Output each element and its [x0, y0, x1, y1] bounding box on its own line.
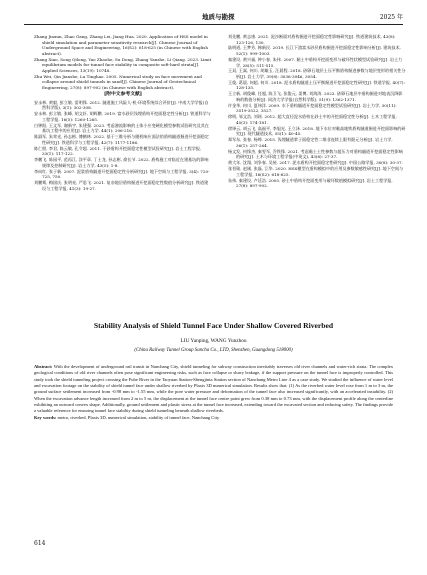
reference-entry: 秦建设, 黄兴福, 钟小春, 朱伟. 2007. 黏土中盾构开挖面变形与破坏性状模型试验研究[J]. 岩土力学, 28(5): 511-515.	[228, 56, 403, 68]
reference-entry: Zhu Wei, Qin Jianshe, Lu Tinghao. 2005. Numerical study on face movement and collapse around shield tunnels in sand[J]. Chinese Journal of Geotechnical Engineering, 27(8): 897-902 (in Chinese with English abstract).	[34, 73, 202, 90]
reference-entry: 安永林, 黄毅, 彭立敏, 雷明锋. 2012. 隧道施工风险人-机-环境系统综合评价[J]. 中南大学学报(自然科学版), 3(1): 302-308.	[34, 99, 209, 111]
reference-entry: 郑军东, 张春, 杨峥. 2015. 浅埋隧道掌子面稳定性二维非连续上限有限元分析[J]. 岩土力学, 36(1): 257-264.	[228, 137, 393, 148]
reference-entry: 王俊, 葛晨, 何超, 何川. 2018. 泥水盾构隧道土压平衡掘进开挖面稳定性研究[J]. 铁道学报, 40(7): 128-135.	[228, 79, 405, 91]
journal-name: 地质与勘探	[202, 13, 235, 21]
reference-entry: 黄大年, 沈翔, 刘争春, 吴统. 2017. 泥水盾构开挖面稳定性研究[J]. 中国公路学报, 30(8): 30-37.	[228, 160, 403, 166]
reference-entry: 杨文发, 何锋杰, 秦雯军, 乔铁锋. 2021. 考虑黏土土性参数与超压力对盾构隧道开挖面稳定性影响的研究[J]. 土木与环境工程学报(中英文), 43(6): 27-37.	[228, 148, 403, 160]
reference-entry: 徐明, 邹文浩, 刘瑶. 2012. 超大直径泥水盾构在砂土中的开挖面稳定性分析[J]. 土木工程学报, 45(3): 174-181.	[228, 114, 397, 125]
affiliation: (China Railway Tunnel Group Sancha Co., LTD, Shenzhen, Guangdong 518000)	[134, 348, 293, 353]
right-column	[228, 34, 406, 189]
reference-entry: 王立新, 胡俊峰, 任超, 陈卫飞, 张俊元, 姜博, 刘海涛. 2023. 砂卵石地层中盾构掘进对地表沉降影响的数值分析[J]. 同济大学学报(自然科学版), 51(9): 1362-1371.	[228, 91, 403, 102]
reference-entry: 刘鹏骞, 梅国庆, 张明亮, 严思飞. 2021. 复杂地层盾构掘进开挖面稳定性数值分析研究[J]. 铁道建设与工程学报, 41(3): 19-27.	[34, 180, 209, 191]
reference-entry: 许金华, 何川, 夏炜洋. 2009. 水下盾构隧道开挖面稳定性模型试验研究[J]. 岩土力学, 30(11): 3519-3522, 3527.	[228, 102, 397, 114]
reference-entry: 徐铎云, 胡云飞, 高福平, 李旭光, 王立泽. 2018. 地下水位对黏高地铁盾构隧道掘进开挖面影响的研究[J]. 现代隧道技术, 55(1): 40-45.	[228, 125, 406, 137]
chinese-references-heading: [附中文参考文献]	[103, 91, 143, 98]
reference-entry: 李向红, 张子新. 2007. 泥浆盾构隧道开挖面稳定性分析研究[J]. 地下空间与工程学报, 3(4): 720-725, 750.	[34, 168, 210, 180]
reference-entry: 陈仁朋, 李君, 陈云敏, 孔令超. 2011. 干砂盾构开挖面稳定性模型试验研究[J]. 岩土工程学报, 33(1): 117-122.	[34, 145, 202, 157]
abstract-label: Abstract:	[34, 364, 53, 369]
abstract-paragraph	[34, 364, 393, 415]
reference-entry: 张晋勋, 赵刚, 张磊, 江华. 2020. HSS模型在盾构模拟中的应用及参数敏感性研究[J]. 地下空间与工程学报, 16(S2): 618-625.	[228, 166, 404, 177]
reference-entry: 陈淑军, 朱荣光, 孙志彬, 傅鹤林. 2022. 基于三维分析与随机响应面法的盾构隧道掘进开挖面稳定性研究[J]. 铁道科学与工程学报, 42(7): 1177-1186.	[34, 134, 209, 145]
reference-entry: 安永林, 彭立敏, 张峰, 胡文轩, 胡辉鹏. 2019. 富水砂层浅埋盾构开挖面稳定性分析[J]. 铁道科学与工程学报, 16(5): 1260-1265.	[34, 111, 211, 122]
reference-entry: 刘先鹏, 黄志康. 2021. 泥沙断面对盾构掘进开挖面稳定性影响研究[J]. 铁道建筑技术, 43(8): 123-126, 130.	[228, 34, 396, 45]
header-year: 2025 年	[379, 14, 403, 21]
running-header	[24, 10, 403, 25]
keywords-label: Key words:	[34, 414, 57, 420]
reference-entry: 李鹏飞, 陈园平, 范再江, 涂平章, 丁士龙, 孙志彬, 俞长节. 2022. 盾构施工对临近在建基坑的影响规律及控制研究[J]. 岩土力学, 43(5): 1-8.	[34, 157, 209, 168]
authors: LIU Yanping, WANG Yunzhou	[180, 338, 247, 344]
left-column	[34, 34, 212, 192]
page-number: 614	[34, 540, 46, 547]
abstract-block	[34, 364, 393, 421]
keywords-paragraph	[34, 415, 393, 421]
reference-entry: Zhang Xiao, Song Qilong, Yao Zhaohe, Su Dong, Zhang Yanzhe, Li Qiang. 2023. Limit equilibrium models for tunnel face stability in composite soft-hard strata[J]. Applied Sciences, 13(19): 10748.	[34, 56, 212, 73]
reference-entry: 王双, 王嵩, 何川, 胡雄玉, 汪晨程. 2018. 砂卵石地层土压平衡盾构掘进参数与地层变形的相关性分析[J]. 岩土力学, 39(8): 3036-3046, 3054.	[228, 68, 406, 79]
english-title: Stability Analysis of Shield Tunnel Face Under Shallow Covered Riverbed	[93, 321, 334, 330]
reference-entry: 白钟阳, 王文军, 谢新宇, 朱建强. 2023. 考虑渗流影响的土体小应变硬化模型参数试验研究及其在基坑工程中的应用[J]. 岩土力学, 44(1): 206-216.	[34, 122, 209, 134]
reference-entry: 陆明道, 王梦芳, 韩新民. 2019. 长江下游富水砂层盾构掘进开挖面稳定性影响分析[J]. 建筑技术, 52(1): 999-1003.	[228, 45, 401, 57]
abstract-text: With the development of underground rail transit in Nanchang City, shield tunneling for subway construction inevitably traverses old river channels and water-rich strata. The complex geological conditions of old river channels often pose significant engineering risks, such as face collapse or slurry leakage, if the support pressure on the tunnel face is improperly controlled. This study took the shield tunneling project crossing the Fuhe River in the Taoyuan Station-Shengjinta Station section of Nanchang Metro Line 4 as a case study. We studied the influence of water level and excavation footage on the stability of shield tunnel face under shallow riverbed by Plaxis 3D numerical simulation. Results show that: (1) As the riverbed water level rose from 1 m to 3 m, the ground surface settlement increased from -0.98 mm to -1.55 mm, while the pore water pressure and deformation of the tunnel face also increased significantly, with an accelerated instability. (2) When the excavation advance length increased from 2 m to 5 m, the displacement at the tunnel face centre point grew from 0.38 mm to 0.73 mm, with the displacement profile along the centerline exhibiting an outward convex shape. Additionally, ground settlement and plastic stress at the tunnel face increased, extending toward the excavated section and reducing safety. The findings provide a valuable reference for ensuring tunnel face stability during shield tunneling beneath shallow riverbeds.	[34, 364, 393, 414]
reference-entry: Zhang Jinxun, Zhao Gang, Zhang Lei, Jiang Hua. 2020. Application of HSS model in shield simulation and parameter sensitivity research[J]. Chinese Journal of Underground Space and Engineering, 16(S2): 618-625 (in Chinese with English abstract).	[34, 34, 208, 56]
reference-entry: 朱伟, 秦建设, 卢廷浩. 2005. 砂土中盾构开挖面变形与破坏数值模拟研究[J]. 岩土工程学报, 27(8): 897-902.	[228, 177, 393, 189]
keywords-text: metro, riverbed, Plaxis 3D, numerical simulation, stability of tunnel face, Nanchang City	[57, 414, 220, 420]
